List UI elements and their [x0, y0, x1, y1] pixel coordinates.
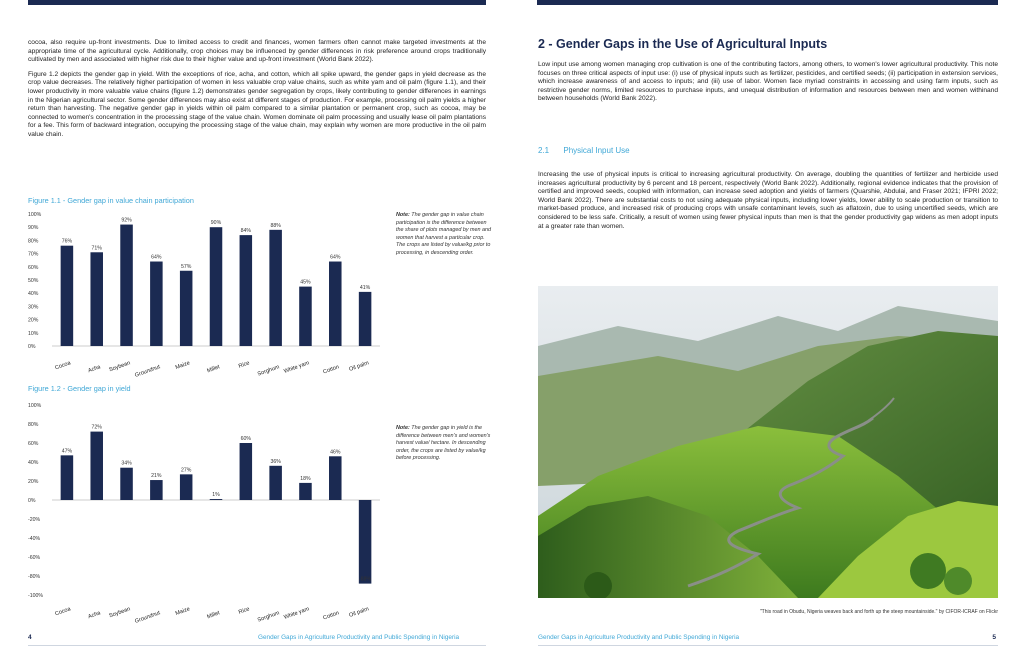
intro-paragraph: cocoa, also require up-front investments. Due to limited access to credit and finances, women farmers often cannot make targeted investments at the appropriate time of the agricultural cycle. Additionally, crop choices may be influenced by gender differences in risk preference around crops traditionally cultivated by men and associated with higher risk due to their higher value and up-front investment (World Bank 2022).	[28, 39, 486, 64]
top-rule	[28, 0, 486, 5]
data-label: 90%	[210, 220, 222, 227]
figure-1-1-title: Figure 1.1 - Gender gap in value chain participation	[28, 196, 194, 205]
figure-1-2-title: Figure 1.2 - Gender gap in yield	[28, 384, 131, 393]
category-label: Cocoa	[54, 606, 72, 618]
bar-cocoa	[61, 246, 74, 346]
bar-cotton	[329, 456, 342, 500]
y-tick-label: 60%	[28, 264, 39, 271]
figure-discussion-paragraph: Figure 1.2 depicts the gender gap in yield. With the exceptions of rice, acha, and cotton, which all spike upward, the gender gaps in yield decrease as the crop value decreases. The relatively higher participation of women in less valuable crop value chains, such as white yam and oil palm (figure 1.1), and their lower productivity in more valuable value chains (figure 1.2) demonstrates gender segregation by crops, likely contributing to gender differences in earnings in the Nigerian agricultural sector. Some gender differences may also exist at different stages of production. For example, processing oil palm yields a higher return than harvesting. The negative gender gap in yields within oil palm compared to a similar plantation or permanent crop, such as cocoa, may be connected to women's concentration in the processing stage of the value chain. Women dominate oil palm processing and usually lease oil palm plantations for a fee. This form of backward integration, occupying the processing stage of the value chain, may explain why women are more productive in the oil palm value chain.	[28, 70, 486, 138]
subsection-paragraph: Increasing the use of physical inputs is critical to increasing agricultural productivity. On average, doubling the quantities of fertilizer and herbicide used increases agricultural productivity by 6 percent and 18 percent, respectively (World Bank 2022). Additionally, regional evidence indicates that the provision of certified and improved seeds, coupled with information, can increase seed adoption and yields of farmers (Quarshie, Abdulai, and Fraser 2021; IFPRI 2022; World Bank 2022). There are substantial costs to not using adequate physical inputs, including lower yields, lower ability to scale production or transition to market-based produce, and increased risk of producing crops with unsafe contaminant levels, such as aflatoxin, due to using uncertified seeds, which are considered to be less safe. Critically, a result of women using fewer physical inputs than men is that the gender productivity gap widens as men adopt inputs at a greater rate than women.	[538, 171, 998, 230]
landscape-image	[538, 286, 998, 598]
bar-soybean	[120, 468, 133, 500]
data-label: 76%	[61, 238, 73, 245]
bar-sorghum	[269, 466, 282, 500]
y-tick-label: 20%	[28, 479, 39, 485]
category-label: Maize	[174, 360, 191, 371]
data-label: 57%	[180, 263, 192, 270]
data-label: 45%	[300, 279, 311, 286]
bar-sorghum	[269, 230, 282, 346]
page-number: 5	[992, 634, 996, 641]
photo-caption: "This road in Obudu, Nigeria weaves back and forth up the steep mountainside." by CIFOR-ICRAF on Flickr	[759, 609, 998, 615]
y-tick-label: 10%	[28, 330, 39, 337]
data-label: 84%	[240, 228, 252, 235]
category-label: Rice	[237, 360, 251, 370]
bar-groundnut	[150, 262, 163, 346]
y-tick-label: 60%	[28, 441, 39, 447]
data-label: 36%	[270, 458, 281, 465]
category-label: Groundnut	[134, 610, 162, 624]
section-paragraph: Low input use among women managing crop cultivation is one of the contributing factors, among others, to women's lower agricultural productivity. This note focuses on three critical aspects of input use: (i) use of physical inputs such as fertilizer, pesticides, and certified seeds; (ii) participation in extension services, which increase awareness of and access to inputs; and (iii) use of labor. Women face myriad constraints in accessing and using farm inputs, such as restrictive gender norms, limited resources to purchase inputs, and unequal distribution of information and resources between men and women withinand between households (World Bank 2022).	[538, 61, 998, 103]
figure-1-2-chart	[28, 398, 388, 624]
figure-1-2-note	[396, 425, 492, 463]
data-label: 92%	[121, 217, 132, 224]
bar-oil-palm	[359, 292, 372, 346]
y-tick-label: -40%	[28, 536, 41, 542]
figure-1-1-note	[396, 212, 492, 258]
footer-rule	[538, 645, 998, 646]
section-title: 2 - Gender Gaps in the Use of Agricultural Inputs	[538, 37, 828, 51]
y-tick-label: 100%	[28, 212, 42, 218]
y-tick-label: -60%	[28, 555, 41, 561]
bar-oil-palm	[359, 500, 372, 584]
y-tick-label: 80%	[28, 238, 39, 245]
bar-white-yam	[299, 287, 312, 346]
subsection-number: 2.1	[538, 146, 550, 155]
y-tick-label: 20%	[28, 317, 39, 324]
bar-acha	[90, 432, 103, 500]
y-tick-label: 0%	[28, 344, 36, 350]
y-tick-label: 40%	[28, 460, 39, 466]
category-label: Groundnut	[134, 364, 162, 379]
y-tick-label: -20%	[28, 517, 41, 523]
bar-millet	[210, 499, 223, 500]
category-label: Sorghum	[256, 364, 281, 378]
bar-maize	[180, 474, 193, 500]
data-label: 60%	[240, 436, 252, 442]
data-label: 71%	[91, 245, 102, 252]
category-label: Cocoa	[54, 360, 72, 372]
bar-millet	[210, 227, 223, 346]
category-label: Oil palm	[348, 360, 370, 373]
y-tick-label: 100%	[28, 403, 42, 409]
subsection-title: Physical Input Use	[563, 146, 630, 155]
page-number: 4	[28, 634, 32, 641]
right-page	[512, 0, 1024, 663]
subsection-heading	[538, 146, 630, 155]
bar-rice	[240, 235, 253, 346]
bar-cocoa	[61, 455, 74, 500]
category-label: Oil palm	[348, 606, 370, 619]
page-footer: Gender Gaps in Agriculture Productivity and Public Spending in Nigeria	[258, 634, 460, 641]
top-rule	[537, 0, 998, 5]
bar-groundnut	[150, 480, 163, 500]
bar-maize	[180, 271, 193, 346]
category-label: Sorghum	[256, 610, 281, 624]
chart-2-svg	[28, 398, 388, 624]
bar-acha	[90, 252, 103, 346]
y-tick-label: 40%	[28, 291, 39, 298]
category-label: Soybean	[108, 606, 132, 620]
y-tick-label: -80%	[28, 574, 41, 580]
category-label: Cotton	[322, 364, 340, 376]
y-tick-label: 0%	[28, 498, 36, 504]
data-label: 46%	[330, 449, 341, 456]
note-label: Note:	[396, 212, 410, 218]
data-label: 18%	[300, 475, 311, 482]
category-label: Maize	[174, 606, 191, 617]
category-label: Acha	[87, 610, 102, 621]
bar-white-yam	[299, 483, 312, 500]
chart-1-svg	[28, 208, 388, 386]
y-tick-label: 80%	[28, 422, 39, 428]
category-label: Soybean	[108, 360, 132, 374]
category-label: Cotton	[322, 610, 340, 622]
y-tick-label: -100%	[28, 593, 43, 599]
y-tick-label: 50%	[28, 278, 39, 284]
category-label: White yam	[283, 360, 311, 375]
category-label: Millet	[206, 364, 221, 375]
left-body-text	[28, 39, 486, 146]
category-label: Millet	[206, 610, 221, 621]
page-footer: Gender Gaps in Agriculture Productivity and Public Spending in Nigeria	[538, 634, 740, 641]
y-tick-label: 70%	[28, 251, 39, 258]
bar-soybean	[120, 225, 133, 346]
data-label: 64%	[151, 254, 162, 261]
data-label: -88%	[359, 576, 372, 583]
category-label: Rice	[237, 606, 251, 616]
bar-rice	[240, 443, 253, 500]
note-label: Note:	[396, 425, 410, 431]
figure-1-1-chart	[28, 208, 388, 386]
data-label: 27%	[180, 467, 192, 474]
data-label: 21%	[151, 473, 162, 480]
mountain-road-photo	[538, 286, 998, 598]
data-label: 64%	[330, 254, 341, 261]
note-text: The gender gap in value chain participation is the difference between the share of plots managed by men and women that harvest a particular crop. The crops are listed by value/kg prior to processing, in descending order.	[396, 212, 491, 256]
footer-rule	[28, 645, 486, 646]
note-text: The gender gap in yield is the difference between men's and women's harvest value/ hectare. In descending order, the crops are listed by value/kg before processing.	[396, 425, 491, 462]
data-label: 47%	[61, 448, 73, 455]
y-tick-label: 30%	[28, 304, 39, 311]
data-label: 88%	[270, 222, 281, 229]
category-label: White yam	[283, 606, 311, 621]
category-label: Acha	[87, 364, 102, 375]
data-label: 41%	[359, 284, 371, 291]
data-label: 1%	[212, 492, 220, 499]
data-label: 34%	[121, 460, 132, 467]
bar-cotton	[329, 262, 342, 346]
y-tick-label: 90%	[28, 225, 39, 232]
data-label: 72%	[91, 424, 102, 431]
